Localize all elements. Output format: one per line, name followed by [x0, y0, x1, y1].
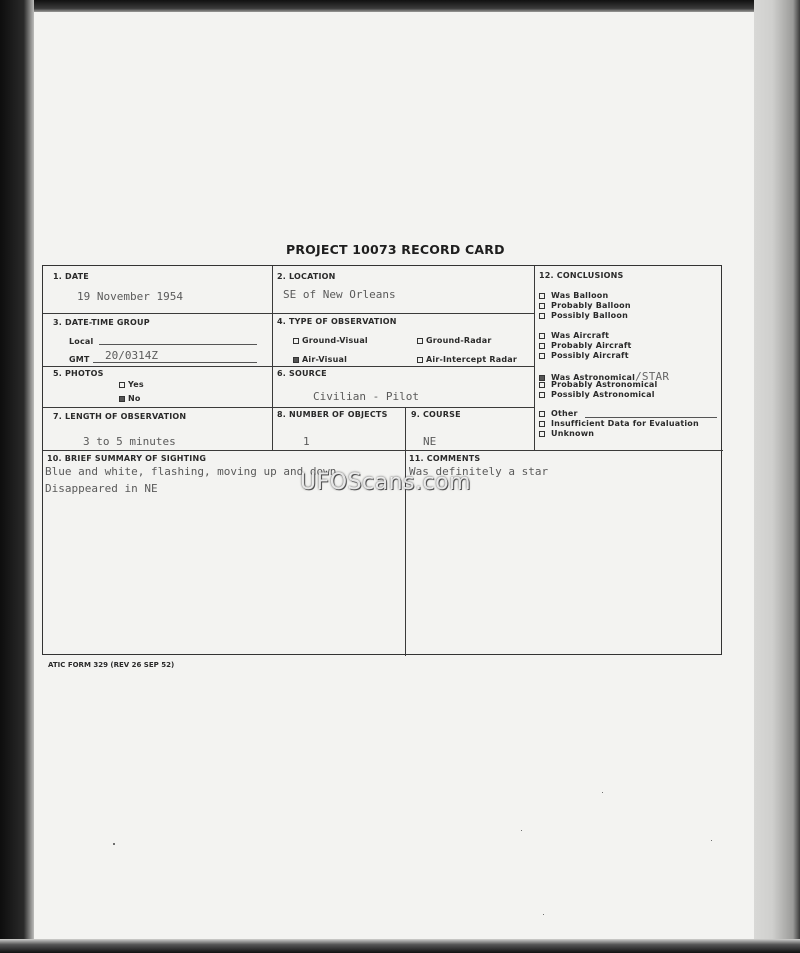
conclusion-other: Other — [539, 409, 578, 418]
scan-right-edge — [754, 0, 800, 953]
checkbox-possibly-balloon — [539, 313, 545, 319]
checkbox-possibly-aircraft — [539, 353, 545, 359]
checkbox-yes — [119, 382, 125, 388]
local-label: Local — [69, 337, 94, 346]
datetime-group-label: 3. DATE-TIME GROUP — [53, 318, 150, 327]
location-value: SE of New Orleans — [283, 288, 396, 301]
conclusion-was-aircraft: Was Aircraft — [539, 331, 609, 340]
form-number: ATIC FORM 329 (REV 26 SEP 52) — [48, 661, 175, 669]
checkbox-was-balloon — [539, 293, 545, 299]
checkbox-unknown — [539, 431, 545, 437]
checkbox-air-intercept-radar — [417, 357, 423, 363]
gmt-value: 20/0314Z — [105, 349, 158, 362]
source-value: Civilian - Pilot — [313, 390, 419, 403]
scan-speck — [711, 840, 712, 841]
checkbox-was-aircraft — [539, 333, 545, 339]
conclusions-label: 12. CONCLUSIONS — [539, 271, 624, 280]
divider-row4 — [43, 450, 723, 451]
divider-conclusions — [534, 266, 535, 450]
scan-bottom-edge — [0, 939, 800, 953]
comments-label: 11. COMMENTS — [409, 454, 481, 463]
option-ground-radar: Ground-Radar — [417, 336, 491, 345]
conclusion-probably-astronomical: Probably Astronomical — [539, 380, 657, 389]
conclusion-possibly-aircraft: Possibly Aircraft — [539, 351, 629, 360]
option-air-intercept-radar: Air-Intercept Radar — [417, 355, 517, 364]
date-label: 1. DATE — [53, 272, 89, 281]
checkbox-other — [539, 411, 545, 417]
checkbox-no-checked — [119, 396, 125, 402]
length-label: 7. LENGTH OF OBSERVATION — [53, 412, 187, 421]
length-value: 3 to 5 minutes — [83, 435, 176, 448]
summary-line1: Blue and white, flashing, moving up and down. — [45, 465, 344, 478]
conclusion-unknown: Unknown — [539, 429, 594, 438]
conclusion-was-astronomical: Was Astronomical/STAR — [539, 370, 669, 383]
checkbox-insufficient-data — [539, 421, 545, 427]
number-objects-label: 8. NUMBER OF OBJECTS — [277, 410, 388, 419]
other-underline — [585, 417, 717, 418]
watermark: UFOScans.com — [300, 470, 471, 495]
checkbox-probably-balloon — [539, 303, 545, 309]
astronomical-note: /STAR — [635, 370, 670, 383]
date-value: 19 November 1954 — [77, 290, 183, 303]
card-title: PROJECT 10073 RECORD CARD — [286, 242, 505, 257]
divider-col1 — [272, 266, 273, 450]
checkbox-air-visual-checked — [293, 357, 299, 363]
course-label: 9. COURSE — [411, 410, 461, 419]
conclusion-insufficient-data: Insufficient Data for Evaluation — [539, 419, 699, 428]
checkbox-probably-aircraft — [539, 343, 545, 349]
record-card — [42, 265, 722, 655]
divider-row1 — [43, 313, 535, 314]
checkbox-possibly-astronomical — [539, 392, 545, 398]
conclusion-possibly-balloon: Possibly Balloon — [539, 311, 628, 320]
divider-row2 — [43, 366, 535, 367]
conclusion-was-balloon: Was Balloon — [539, 291, 608, 300]
conclusion-probably-aircraft: Probably Aircraft — [539, 341, 632, 350]
option-air-visual: Air-Visual — [293, 355, 347, 364]
checkbox-ground-radar — [417, 338, 423, 344]
summary-label: 10. BRIEF SUMMARY OF SIGHTING — [47, 454, 207, 463]
gmt-underline — [93, 362, 257, 363]
scan-speck — [543, 914, 544, 915]
source-label: 6. SOURCE — [277, 369, 327, 378]
course-value: NE — [423, 435, 437, 448]
local-underline — [99, 344, 257, 345]
option-ground-visual: Ground-Visual — [293, 336, 368, 345]
option-photos-yes: Yes — [119, 380, 144, 389]
scan-speck — [602, 792, 603, 793]
number-objects-value: 1 — [303, 435, 310, 448]
gmt-label: GMT — [69, 355, 90, 364]
checkbox-probably-astronomical — [539, 382, 545, 388]
scan-speck — [113, 843, 115, 845]
option-photos-no: No — [119, 394, 141, 403]
summary-line2: Disappeared in NE — [45, 482, 158, 495]
photos-label: 5. PHOTOS — [53, 369, 104, 378]
conclusion-possibly-astronomical: Possibly Astronomical — [539, 390, 655, 399]
comments-value: Was definitely a star — [409, 465, 549, 478]
scan-left-edge — [0, 0, 34, 953]
divider-row3 — [43, 407, 535, 408]
location-label: 2. LOCATION — [277, 272, 336, 281]
divider-course-comments — [405, 407, 406, 656]
checkbox-ground-visual — [293, 338, 299, 344]
observation-type-label: 4. TYPE OF OBSERVATION — [277, 317, 397, 326]
scan-speck — [521, 830, 522, 831]
conclusion-probably-balloon: Probably Balloon — [539, 301, 631, 310]
